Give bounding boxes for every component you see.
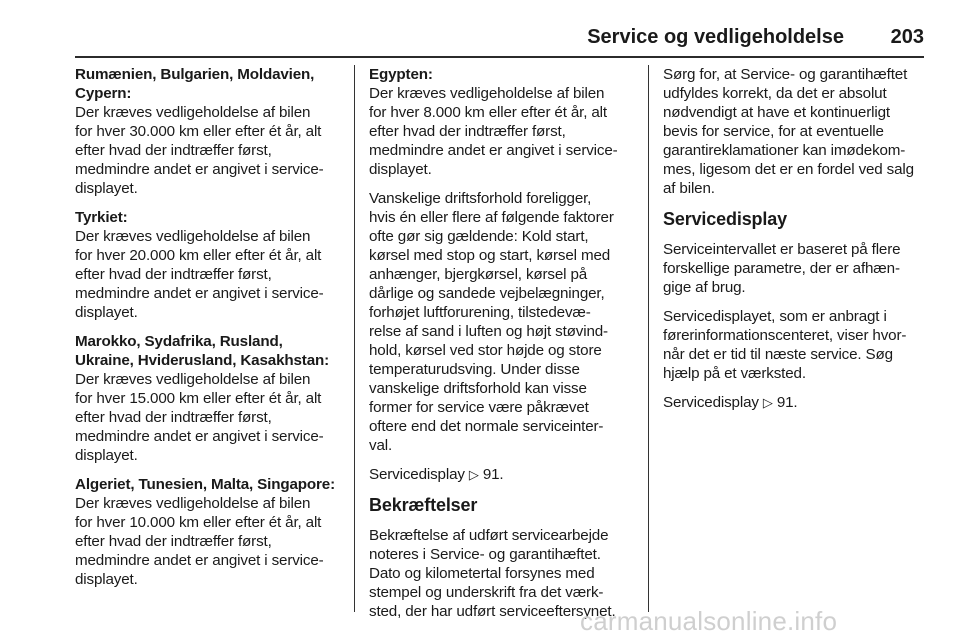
text-line: Vanskelige driftsforhold foreligger, <box>369 190 592 207</box>
text-line: kørsel med stop og start, kørsel med <box>369 247 611 264</box>
region-heading-line: Ukraine, Hviderusland, Kasakhstan: <box>75 352 330 369</box>
text-line: nødvendigt at have et kontinuerligt <box>663 104 890 121</box>
text-line: når det er tid til næste service. Søg <box>663 346 893 363</box>
page-title: Service og vedligeholdelse <box>587 26 844 48</box>
region-section <box>75 332 345 465</box>
region-heading: Egypten: <box>369 66 433 83</box>
text-line: dårlige og sandede vejbelægninger, <box>369 285 605 302</box>
text-line: Der kræves vedligeholdelse af bilen <box>369 85 605 102</box>
text-line: for hver 8.000 km eller efter ét år, alt <box>369 104 607 121</box>
text-line: displayet. <box>75 571 138 588</box>
text-line: efter hvad der indtræffer først, <box>75 266 272 283</box>
text-line: sted, der har udført serviceeftersynet. <box>369 603 616 620</box>
text-line: gige af brug. <box>663 279 746 296</box>
region-heading-line: Tyrkiet: <box>75 209 128 226</box>
text-line: Dato og kilometertal forsynes med <box>369 565 595 582</box>
text-line: garantireklamationer kan imødekom- <box>663 142 906 159</box>
page-reference-icon: ▷ <box>762 395 773 410</box>
text-line: hvis én eller flere af følgende faktorer <box>369 209 614 226</box>
text-line: displayet. <box>75 447 138 464</box>
harsh-conditions-paragraph <box>369 189 639 455</box>
text-line: førerinformationscenteret, viser hvor- <box>663 327 907 344</box>
text-line: oftere end det normale serviceinter- <box>369 418 604 435</box>
intro-paragraph <box>663 65 931 198</box>
text-line: for hver 20.000 km eller efter ét år, alt <box>75 247 322 264</box>
region-heading-line: Rumænien, Bulgarien, Moldavien, <box>75 66 315 83</box>
cross-reference-page: 91. <box>482 466 504 483</box>
text-line: former for service være påkrævet <box>369 399 589 416</box>
text-line: for hver 10.000 km eller efter ét år, alt <box>75 514 322 531</box>
text-line: relse af sand i luften og højt støvind- <box>369 323 608 340</box>
text-line: hold, kørsel ved stor højde og store <box>369 342 602 359</box>
text-line: temperaturudsving. Under disse <box>369 361 580 378</box>
text-line: for hver 30.000 km eller efter ét år, alt <box>75 123 322 140</box>
section-heading-servicedisplay: Servicedisplay <box>663 209 787 229</box>
text-line: efter hvad der indtræffer først, <box>75 409 272 426</box>
servicedisplay-paragraph-2 <box>663 307 931 383</box>
cross-reference-page: 91. <box>776 394 798 411</box>
text-line: medmindre andet er angivet i service- <box>369 142 618 159</box>
cross-reference[interactable] <box>663 393 931 412</box>
text-line: displayet. <box>75 180 138 197</box>
text-line: Der kræves vedligeholdelse af bilen <box>75 228 311 245</box>
text-line: displayet. <box>369 161 432 178</box>
page-reference-icon: ▷ <box>468 467 479 482</box>
column-middle <box>369 65 639 621</box>
region-section <box>75 208 345 322</box>
text-line: ofte gør sig gældende: Kold start, <box>369 228 589 245</box>
servicedisplay-paragraph-1 <box>663 240 931 297</box>
region-heading-line: Marokko, Sydafrika, Rusland, <box>75 333 283 350</box>
text-line: stempel og underskrift fra det værk- <box>369 584 604 601</box>
text-line: displayet. <box>75 304 138 321</box>
text-line: Der kræves vedligeholdelse af bilen <box>75 104 311 121</box>
text-line: af bilen. <box>663 180 715 197</box>
column-divider <box>648 65 649 612</box>
text-line: medmindre andet er angivet i service- <box>75 285 324 302</box>
page-number: 203 <box>890 26 924 48</box>
text-line: mes, ligesom det er en fordel ved salg <box>663 161 914 178</box>
text-line: efter hvad der indtræffer først, <box>369 123 566 140</box>
text-line: Serviceintervallet er baseret på flere <box>663 241 901 258</box>
text-line: noteres i Service- og garantihæftet. <box>369 546 601 563</box>
text-line: Sørg for, at Service- og garantihæftet <box>663 66 908 83</box>
text-line: hjælp på et værksted. <box>663 365 806 382</box>
cross-reference-label: Servicedisplay <box>663 394 759 411</box>
column-divider <box>354 65 355 612</box>
region-section <box>75 65 345 198</box>
cross-reference-label: Servicedisplay <box>369 466 465 483</box>
region-heading-line: Algeriet, Tunesien, Malta, Singapore: <box>75 476 335 493</box>
text-line: efter hvad der indtræffer først, <box>75 533 272 550</box>
text-line: vanskelige driftsforhold kan visse <box>369 380 587 397</box>
text-line: efter hvad der indtræffer først, <box>75 142 272 159</box>
text-line: val. <box>369 437 393 454</box>
section-heading-confirmations: Bekræftelser <box>369 495 478 515</box>
text-line: anhænger, bjergkørsel, kørsel på <box>369 266 588 283</box>
page-header <box>75 22 924 58</box>
region-heading-line: Cypern: <box>75 85 132 102</box>
column-right <box>663 65 931 422</box>
text-line: Bekræftelse af udført servicearbejde <box>369 527 609 544</box>
text-line: forhøjet luftforurening, tilstedevæ- <box>369 304 591 321</box>
egypt-section <box>369 65 639 179</box>
text-line: Servicedisplayet, som er anbragt i <box>663 308 887 325</box>
cross-reference[interactable] <box>369 465 639 484</box>
text-line: medmindre andet er angivet i service- <box>75 552 324 569</box>
text-line: Der kræves vedligeholdelse af bilen <box>75 371 311 388</box>
text-line: medmindre andet er angivet i service- <box>75 161 324 178</box>
region-section <box>75 475 345 589</box>
text-line: bevis for service, for at eventuelle <box>663 123 884 140</box>
text-line: for hver 15.000 km eller efter ét år, alt <box>75 390 322 407</box>
column-left <box>75 65 345 599</box>
text-line: Der kræves vedligeholdelse af bilen <box>75 495 311 512</box>
text-line: udfyldes korrekt, da det er absolut <box>663 85 887 102</box>
watermark: carmanualsonline.info <box>580 606 838 636</box>
text-line: forskellige parametre, der er afhæn- <box>663 260 900 277</box>
text-line: medmindre andet er angivet i service- <box>75 428 324 445</box>
